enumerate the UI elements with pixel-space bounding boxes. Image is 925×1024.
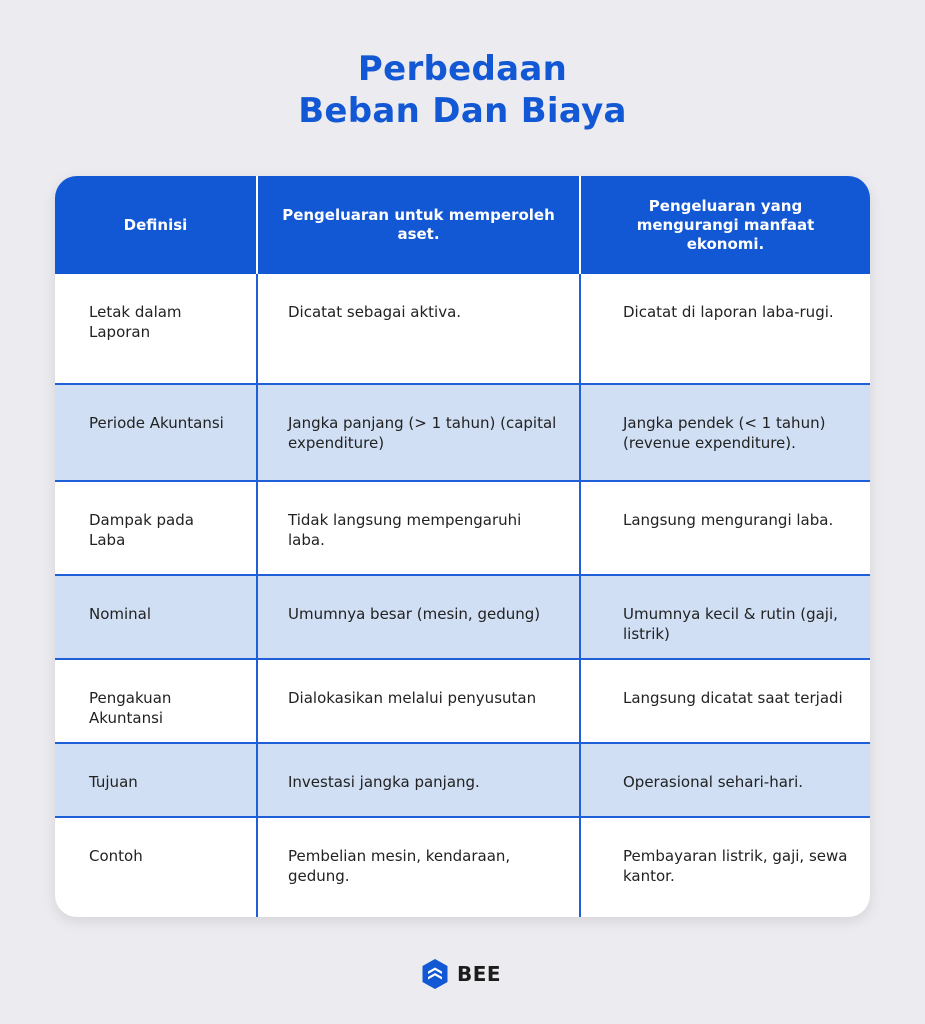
row-label: Dampak pada Laba xyxy=(55,481,257,575)
title-line-2: Beban Dan Biaya xyxy=(298,91,627,131)
table-row xyxy=(55,274,870,384)
logo-text: BEE xyxy=(457,962,502,986)
row-label: Letak dalam Laporan xyxy=(89,303,182,341)
beban-value-cell: Pembayaran listrik, gaji, sewa kantor. xyxy=(580,817,870,917)
table-row xyxy=(55,575,870,659)
header-cell-2: Pengeluaran untuk memperoleh aset. xyxy=(257,176,580,274)
row-label: Periode Akuntansi xyxy=(55,384,257,481)
bee-hexagon-logo-icon xyxy=(421,958,449,990)
header-cell-3: Pengeluaran yang mengurangi manfaat ekonomi. xyxy=(580,176,870,274)
aset-value-cell: Tidak langsung mempengaruhi laba. xyxy=(257,481,580,575)
beban-value-cell: Langsung dicatat saat terjadi xyxy=(580,659,870,743)
aset-value-cell: Dialokasikan melalui penyusutan xyxy=(257,659,580,743)
row-label: Contoh xyxy=(55,817,257,917)
table-row xyxy=(55,481,870,575)
aset-value-cell: Jangka panjang (> 1 tahun) (capital expenditure) xyxy=(257,384,580,481)
table-row xyxy=(55,384,870,481)
comparison-table-card xyxy=(55,176,870,917)
title-line-1: Perbedaan xyxy=(357,49,568,89)
row-label: Tujuan xyxy=(55,743,257,817)
row-label: Nominal xyxy=(55,575,257,659)
comparison-table xyxy=(55,176,870,917)
aset-value-cell: Dicatat sebagai aktiva. xyxy=(257,274,580,384)
bee-logo xyxy=(421,958,501,990)
table-row xyxy=(55,817,870,917)
row-label: Pengakuan Akuntansi xyxy=(55,659,257,743)
beban-value-cell: Operasional sehari-hari. xyxy=(580,743,870,817)
table-header-row xyxy=(55,176,870,274)
beban-value-cell: Jangka pendek (< 1 tahun) (revenue expenditure). xyxy=(580,384,870,481)
aset-value-cell: Investasi jangka panjang. xyxy=(257,743,580,817)
beban-value-cell: Umumnya kecil & rutin (gaji, listrik) xyxy=(580,575,870,659)
table-row xyxy=(55,659,870,743)
table-row xyxy=(55,743,870,817)
aset-value-cell: Umumnya besar (mesin, gedung) xyxy=(257,575,580,659)
page-title xyxy=(0,48,925,132)
header-cell-1: Definisi xyxy=(55,176,257,274)
beban-value-cell: Dicatat di laporan laba-rugi. xyxy=(580,274,870,384)
beban-value-cell: Langsung mengurangi laba. xyxy=(580,481,870,575)
aset-value-cell: Pembelian mesin, kendaraan, gedung. xyxy=(257,817,580,917)
